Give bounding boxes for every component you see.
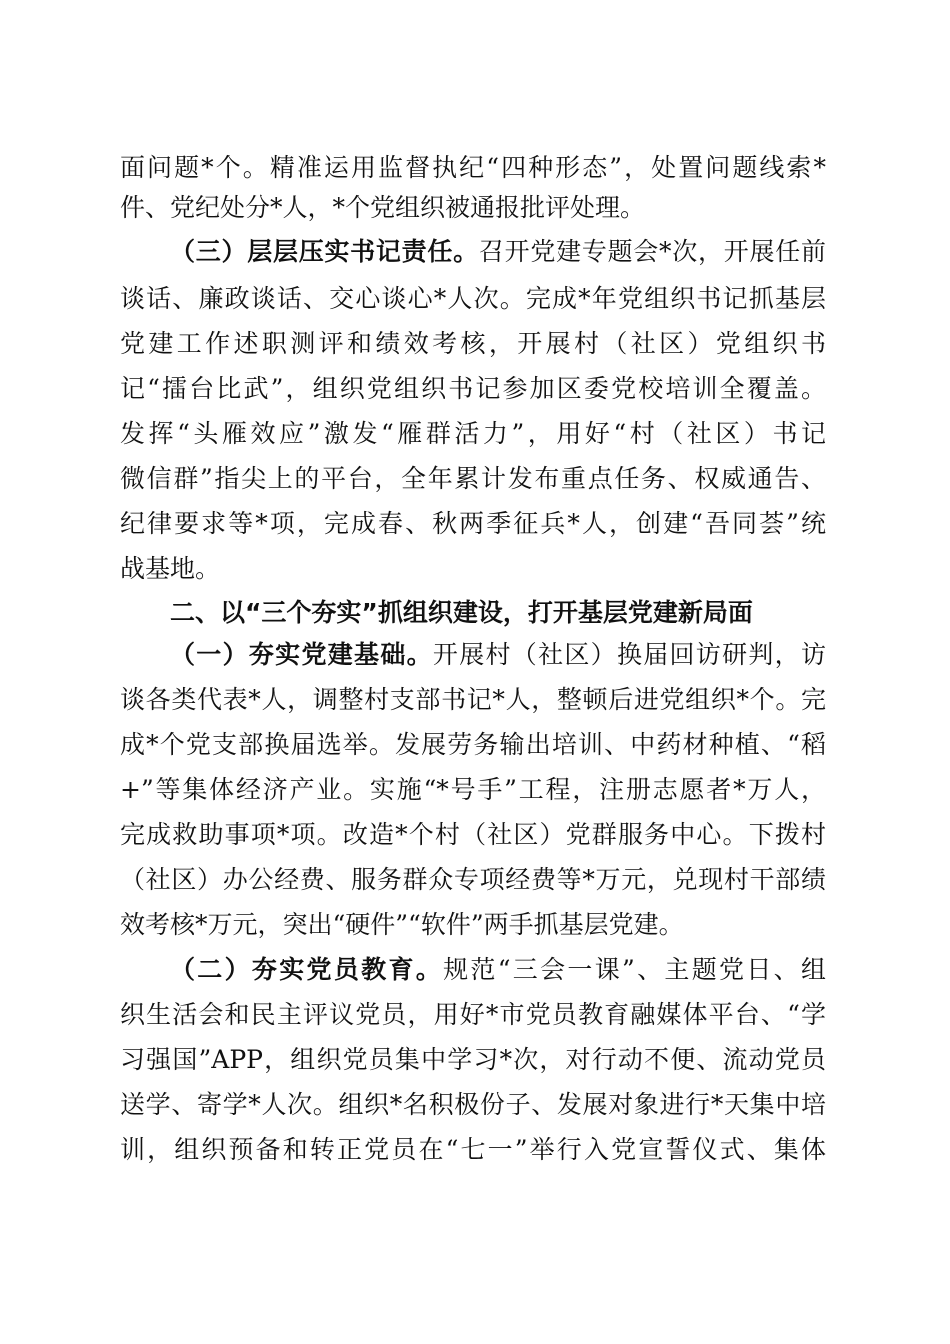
body-line-7: 微信群”指尖上的平台，全年累计发布重点任务、权威通告、 [120,464,826,493]
section-3-text: 召开党建专题会*次，开展任前 [478,237,826,266]
body-line-10: 谈各类代表*人，调整村支部书记*人，整顿后进党组织*个。完 [120,685,826,714]
section-3-lead: （三）层层压实书记责任。 [170,237,479,266]
subsection-1-first-line [170,635,826,675]
body-line-15: 效考核*万元，突出“硬件”“软件”两手抓基层党建。 [120,910,684,939]
section-3-first-line [170,232,826,272]
body-line-16: 织生活会和民主评议党员，用好*市党员教育融媒体平台、“学 [120,1000,826,1029]
body-line-14: （社区）办公经费、服务群众专项经费等*万元，兑现村干部绩 [120,865,826,894]
body-line-17: 习强国”APP，组织党员集中学习*次，对行动不便、流动党员 [120,1045,826,1074]
body-line-12: +”等集体经济产业。实施“*号手”工程，注册志愿者*万人， [120,775,826,804]
body-line-8: 纪律要求等*项，完成春、秋两季征兵*人，创建“吾同荟”统 [120,509,826,538]
body-line-5: 记“擂台比武”，组织党组织书记参加区委党校培训全覆盖。 [120,374,826,403]
body-line-11: 成*个党支部换届选举。发展劳务输出培训、中药材种植、“稻 [120,730,826,759]
body-line-3: 谈话、廉政谈话、交心谈心*人次。完成*年党组织书记抓基层 [120,284,826,313]
subsection-1-text: 开展村（社区）换届回访研判，访 [432,640,826,669]
body-line-18: 送学、寄学*人次。组织*名积极份子、发展对象进行*天集中培 [120,1090,826,1119]
body-line-19: 训，组织预备和转正党员在“七一”举行入党宣誓仪式、集体 [120,1135,826,1164]
subsection-2-first-line [170,950,826,990]
body-line-9: 战基地。 [120,554,221,583]
body-line-1: 面问题*个。精准运用监督执纪“四种形态”，处置问题线索* [120,153,826,182]
section-heading-2: 二、以“三个夯实”抓组织建设，打开基层党建新局面 [170,598,753,627]
subsection-2-lead: （二）夯实党员教育。 [170,955,444,984]
body-line-6: 发挥“头雁效应”激发“雁群活力”，用好“村（社区）书记 [120,419,826,448]
subsection-2-text: 规范“三会一课”、主题党日、组 [443,955,826,984]
subsection-1-lead: （一）夯实党建基础。 [170,640,433,669]
body-line-2: 件、党纪处分*人，*个党组织被通报批评处理。 [120,193,646,222]
body-line-13: 完成救助事项*项。改造*个村（社区）党群服务中心。下拨村 [120,820,826,849]
body-line-4: 党建工作述职测评和绩效考核，开展村（社区）党组织书 [120,329,826,358]
